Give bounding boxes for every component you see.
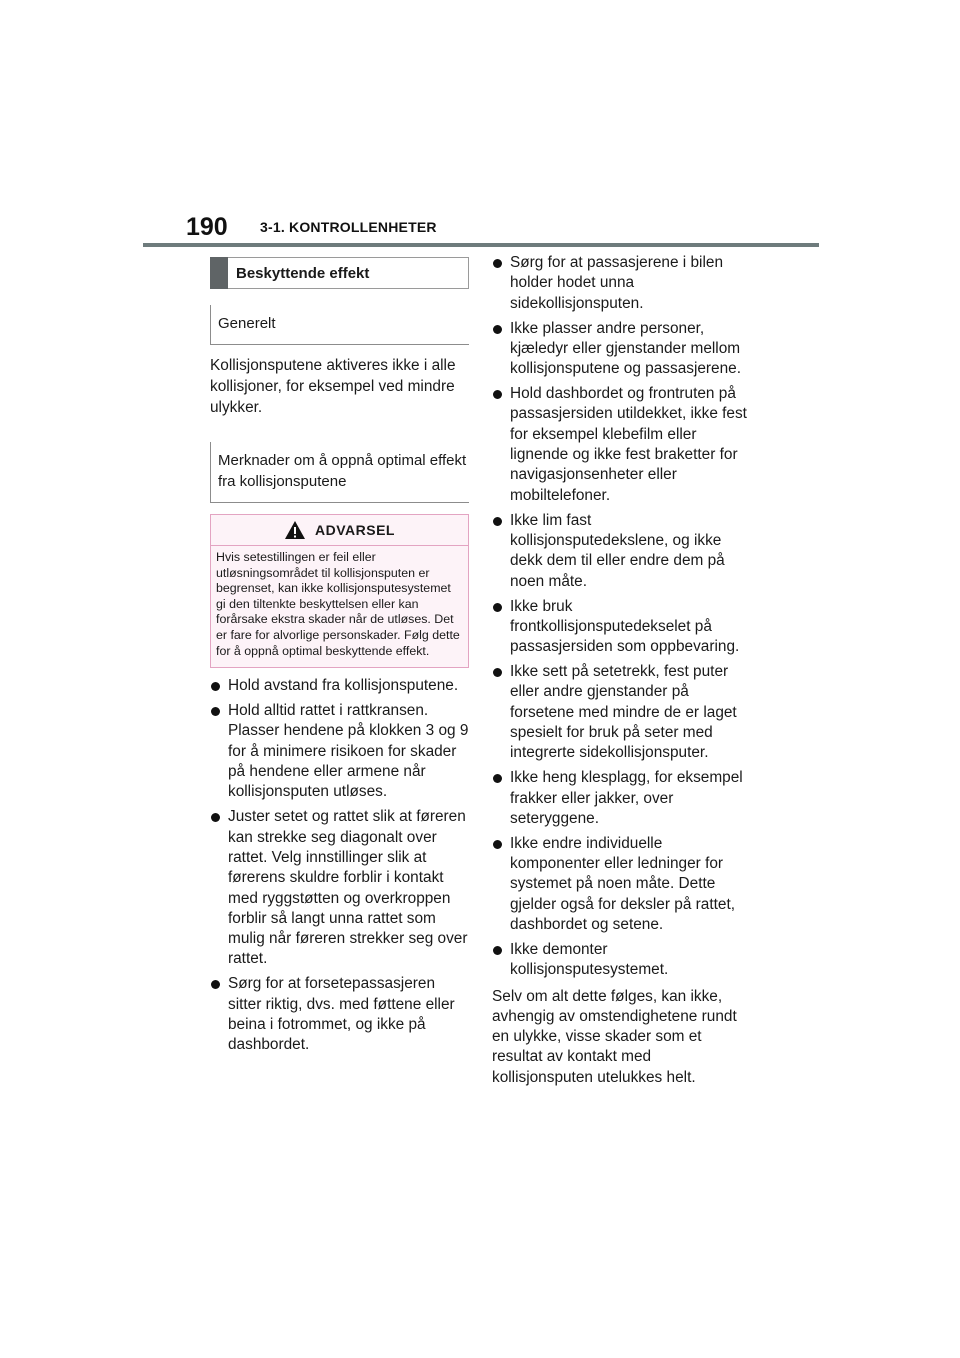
bullet-icon (493, 840, 502, 849)
bullet-icon (493, 325, 502, 334)
warning-header (211, 515, 468, 546)
warning-triangle-icon (284, 520, 306, 540)
list-item: Ikke demonter kollisjonsputesystemet. (492, 940, 752, 981)
heading-marker (210, 257, 228, 289)
bullet-icon (493, 668, 502, 677)
left-column (210, 257, 469, 1060)
page-number: 190 (186, 213, 228, 241)
bullet-icon (211, 813, 220, 822)
list-item: Ikke plasser andre personer, kjæledyr eller gjenstander mellom kollisjonsputene og passasjerene. (492, 319, 752, 380)
right-bullet-list (492, 253, 752, 981)
list-item: Hold alltid rattet i rattkransen. Plasser hendene på klokken 3 og 9 for å minimere risikoen for skader på hendene eller armene når kollisjonsputen utløses. (210, 701, 469, 802)
closing-paragraph: Selv om alt dette følges, kan ikke, avhengig av omstendighetene rundt en ulykke, visse skader som et resultat av kontakt med kollisjonsputen utelukkes helt. (492, 987, 737, 1086)
bullet-icon (211, 682, 220, 691)
warning-text: Hvis setestillingen er feil eller utløsningsområdet til kollisjonsputen er begrenset, kan ikke kollisjonsputesystemet gi den tiltenkte beskyttelsen eller kan forårsake ekstra skader når de utløses. Det er fare for alvorlige personskader. Følg dette for å oppnå optimal beskyttende effekt. (216, 550, 460, 658)
list-item: Ikke sett på setetrekk, fest puter eller andre gjenstander på forsetene med mindre de er laget spesielt for bruk på seter med integrerte sidekollisjonsputer. (492, 662, 752, 763)
bullet-icon (493, 259, 502, 268)
warning-box (210, 514, 469, 668)
paragraph-general: Kollisjonsputene aktiveres ikke i alle kollisjoner, for eksempel ved mindre ulykker. (210, 357, 456, 416)
bullet-icon (493, 774, 502, 783)
left-bullet-list (210, 676, 469, 1055)
section-box-heading (210, 257, 469, 289)
bullet-icon (493, 603, 502, 612)
section-title: 3-1. KONTROLLENHETER (260, 219, 437, 235)
list-item: Juster setet og rattet slik at føreren kan strekke seg diagonalt over rattet. Velg innstillinger slik at førerens skuldre forblir i kontakt med ryggstøtten og overkroppen forblir så langt unna rattet som mulig når føreren strekker seg over rattet. (210, 807, 469, 969)
list-item: Ikke endre individuelle komponenter eller ledninger for systemet på noen måte. Dette gjelder også for deksler på rattet, dashbordet og setene. (492, 834, 752, 935)
list-item: Sørg for at passasjerene i bilen holder hodet unna sidekollisjonsputen. (492, 253, 752, 314)
subheading-notes: Merknader om å oppnå optimal effekt fra kollisjonsputene (210, 442, 469, 503)
warning-label: ADVARSEL (315, 522, 395, 538)
bullet-icon (211, 980, 220, 989)
bullet-icon (211, 707, 220, 716)
list-item: Ikke heng klesplagg, for eksempel frakker eller jakker, over seteryggene. (492, 768, 752, 829)
list-item: Ikke bruk frontkollisjonsputedekselet på passasjersiden som oppbevaring. (492, 597, 752, 658)
bullet-icon (493, 390, 502, 399)
subheading-general: Generelt (210, 305, 469, 345)
header-divider (143, 243, 819, 247)
list-item: Ikke lim fast kollisjonsputedekslene, og ikke dekk dem til eller endre dem på noen måte. (492, 511, 752, 592)
right-column (492, 253, 752, 1088)
list-item: Sørg for at forsetepassasjeren sitter riktig, dvs. med føttene eller beina i fotrommet, og ikke på dashbordet. (210, 974, 469, 1055)
bullet-icon (493, 517, 502, 526)
bullet-icon (493, 946, 502, 955)
box-title: Beskyttende effekt (236, 264, 370, 282)
list-item: Hold dashbordet og frontruten på passasjersiden utildekket, ikke fest for eksempel klebefilm eller lignende og ikke fest braketter for navigasjonsenheter eller mobiltelefoner. (492, 384, 752, 506)
list-item: Hold avstand fra kollisjonsputene. (210, 676, 469, 696)
